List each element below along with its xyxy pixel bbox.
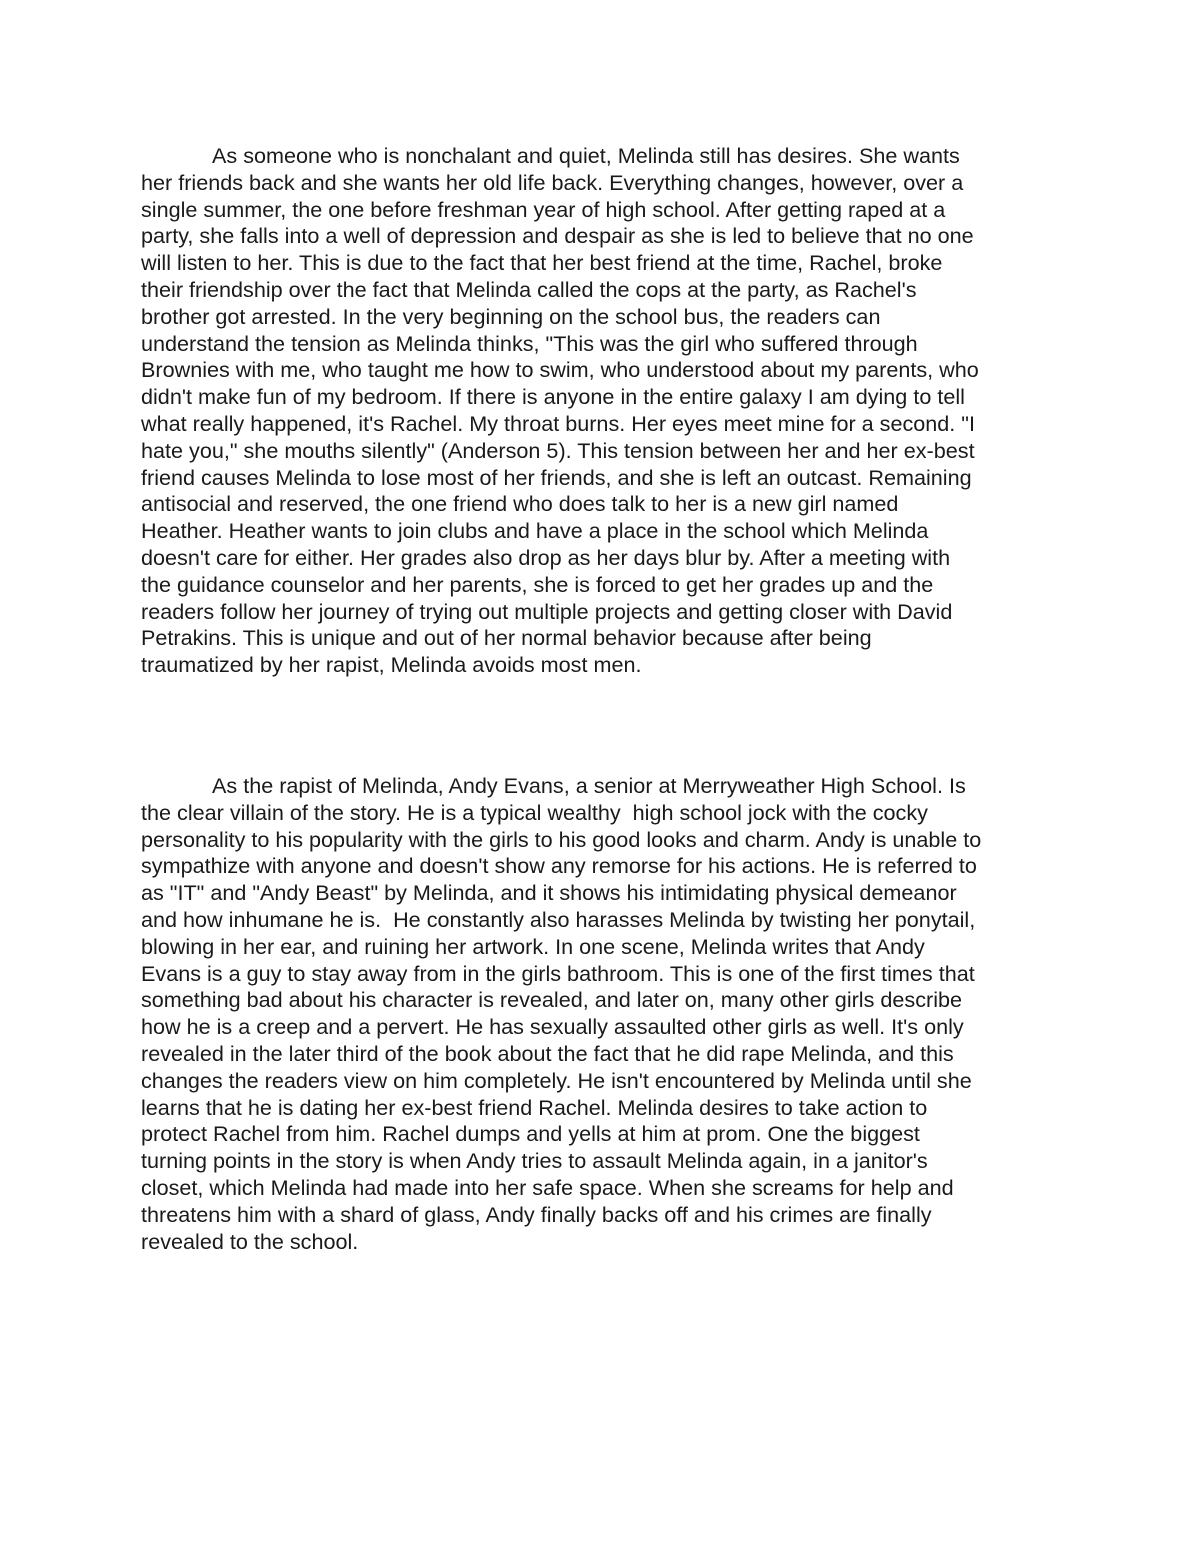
text-line: hate you," she mouths silently" (Anderson 5). This tension between her and her ex-best — [141, 437, 975, 463]
text-line: single summer, the one before freshman year of high school. After getting raped at a — [141, 196, 946, 222]
text-line: and how inhumane he is. He constantly also harasses Melinda by twisting her ponytail, — [141, 906, 976, 932]
text-line: sympathize with anyone and doesn't show any remorse for his actions. He is referred to — [141, 853, 977, 879]
text-line: readers follow her journey of trying out multiple projects and getting closer with David — [141, 598, 953, 624]
text-line: will listen to her. This is due to the fact that her best friend at the time, Rachel, broke — [141, 250, 943, 276]
text-line: closet, which Melinda had made into her safe space. When she screams for help and — [141, 1174, 954, 1200]
text-line: brother got arrested. In the very beginning on the school bus, the readers can — [141, 303, 881, 329]
text-line: the clear villain of the story. He is a typical wealthy high school jock with the cocky — [141, 799, 928, 825]
text-line: learns that he is dating her ex-best friend Rachel. Melinda desires to take action to — [141, 1094, 928, 1120]
text-line: how he is a creep and a pervert. He has sexually assaulted other girls as well. It's only — [141, 1014, 964, 1040]
text-line: revealed in the later third of the book about the fact that he did rape Melinda, and this — [141, 1040, 954, 1066]
paragraph-andy-evans — [141, 773, 1061, 1255]
text-line: traumatized by her rapist, Melinda avoids most men. — [141, 652, 642, 678]
paragraph-melinda-desires — [141, 143, 1061, 679]
text-line: threatens him with a shard of glass, Andy finally backs off and his crimes are finally — [141, 1201, 932, 1227]
text-line: antisocial and reserved, the one friend who does talk to her is a new girl named — [141, 491, 899, 517]
text-line: friend causes Melinda to lose most of her friends, and she is left an outcast. Remaining — [141, 464, 972, 490]
text-line: changes the readers view on him completely. He isn't encountered by Melinda until she — [141, 1067, 972, 1093]
text-line: As someone who is nonchalant and quiet, Melinda still has desires. She wants — [212, 143, 960, 168]
text-line: Petrakins. This is unique and out of her normal behavior because after being — [141, 625, 872, 651]
text-line: doesn't care for either. Her grades also drop as her days blur by. After a meeting with — [141, 544, 951, 570]
text-line: Evans is a guy to stay away from in the girls bathroom. This is one of the first times that — [141, 960, 975, 986]
text-line: party, she falls into a well of depression and despair as she is led to believe that no one — [141, 223, 974, 249]
text-line: Heather. Heather wants to join clubs and have a place in the school which Melinda — [141, 518, 929, 544]
text-line: her friends back and she wants her old life back. Everything changes, however, over a — [141, 169, 964, 195]
text-line: As the rapist of Melinda, Andy Evans, a senior at Merryweather High School. Is — [212, 773, 966, 798]
text-line: something bad about his character is revealed, and later on, many other girls describe — [141, 987, 963, 1013]
text-line: their friendship over the fact that Melinda called the cops at the party, as Rachel's — [141, 276, 917, 302]
text-line: personality to his popularity with the girls to his good looks and charm. Andy is unable to — [141, 826, 982, 852]
text-line: blowing in her ear, and ruining her artwork. In one scene, Melinda writes that Andy — [141, 933, 925, 959]
text-line: the guidance counselor and her parents, she is forced to get her grades up and the — [141, 571, 934, 597]
text-line: understand the tension as Melinda thinks, "This was the girl who suffered through — [141, 330, 918, 356]
text-line: didn't make fun of my bedroom. If there is anyone in the entire galaxy I am dying to tell — [141, 384, 965, 410]
text-line: what really happened, it's Rachel. My throat burns. Her eyes meet mine for a second. "I — [141, 410, 975, 436]
text-line: protect Rachel from him. Rachel dumps and yells at him at prom. One the biggest — [141, 1121, 920, 1147]
text-line: revealed to the school. — [141, 1228, 359, 1254]
text-line: as "IT" and "Andy Beast" by Melinda, and it shows his intimidating physical demeanor — [141, 880, 957, 906]
text-line: turning points in the story is when Andy tries to assault Melinda again, in a janitor's — [141, 1148, 928, 1174]
text-line: Brownies with me, who taught me how to swim, who understood about my parents, who — [141, 357, 979, 383]
